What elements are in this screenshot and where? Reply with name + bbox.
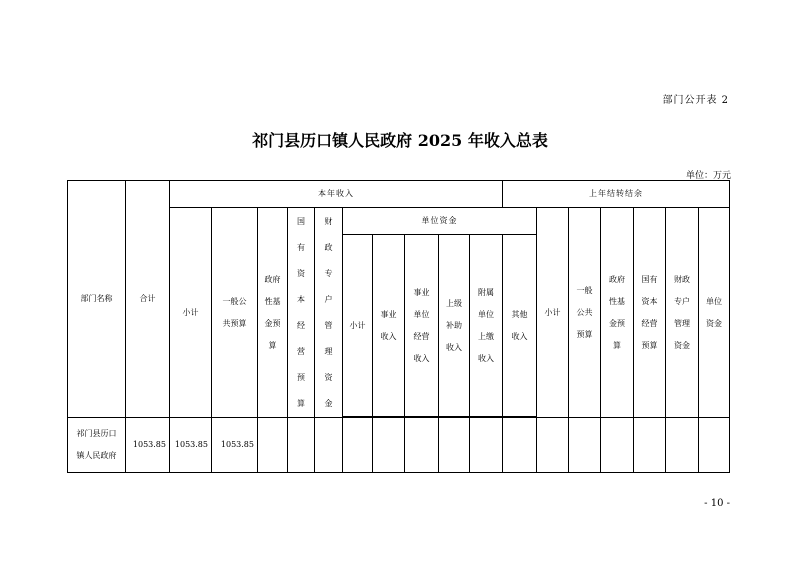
header-co-unit-funds: 单位 资金: [699, 208, 730, 418]
header-cy-state-capital: 国 有 资 本 经 营 预 算: [288, 208, 315, 418]
header-co-special-account: 财政 专户 管理 资金: [666, 208, 699, 418]
page-number: - 10 -: [704, 498, 730, 509]
cell-uf-operating: [405, 418, 439, 473]
cell-cy-special-account: [315, 418, 343, 473]
cell-co-state-capital: [634, 418, 666, 473]
table-row: [68, 418, 730, 473]
cell-co-unit-funds: [699, 418, 730, 473]
header-uf-operating: 事业 单位 经营 收入: [405, 235, 439, 417]
table-number-label: 部门公开表 2: [662, 95, 729, 106]
cell-total: 1053.85: [126, 418, 170, 473]
header-cy-gov-fund: 政府 性基 金预 算: [258, 208, 288, 418]
header-co-state-capital: 国有 资本 经营 预算: [634, 208, 666, 418]
cell-uf-affiliated: [470, 418, 503, 473]
cell-uf-business: [373, 418, 405, 473]
header-co-general-budget: 一般 公共 预算: [569, 208, 601, 418]
header-dept-name: 部门名称: [68, 181, 126, 418]
header-unit-funds: 单位资金: [343, 208, 537, 235]
cell-uf-subsidy: [439, 418, 470, 473]
header-uf-affiliated: 附属 单位 上缴 收入: [470, 235, 503, 417]
header-total: 合计: [126, 181, 170, 418]
header-cy-general-budget: 一般公 共预算: [212, 208, 258, 418]
cell-co-general-budget: [569, 418, 601, 473]
header-co-subtotal: 小计: [537, 208, 569, 418]
cell-uf-subtotal: [343, 418, 373, 473]
header-co-gov-fund: 政府 性基 金预 算: [601, 208, 634, 418]
cell-uf-other: [503, 418, 537, 473]
cell-cy-state-capital: [288, 418, 315, 473]
header-uf-subsidy: 上级 补助 收入: [439, 235, 470, 417]
header-carryover: 上年结转结余: [503, 181, 730, 208]
cell-cy-subtotal: 1053.85: [170, 418, 212, 473]
document-title: 祁门县历口镇人民政府 2025 年收入总表: [252, 131, 548, 150]
cell-cy-general-budget: 1053.85: [212, 418, 258, 473]
header-cy-special-account: 财 政 专 户 管 理 资 金: [315, 208, 343, 418]
cell-co-special-account: [666, 418, 699, 473]
header-current-year: 本年收入: [170, 181, 503, 208]
income-table-container: [67, 180, 730, 473]
header-uf-subtotal: 小计: [343, 235, 373, 417]
cell-co-subtotal: [537, 418, 569, 473]
header-uf-business: 事业 收入: [373, 235, 405, 417]
unit-label: 单位：万元: [685, 171, 731, 181]
header-cy-subtotal: 小计: [170, 208, 212, 418]
cell-co-gov-fund: [601, 418, 634, 473]
cell-dept-name: 祁门县历口 镇人民政府: [68, 418, 126, 473]
header-uf-other: 其他 收入: [503, 235, 537, 417]
cell-cy-gov-fund: [258, 418, 288, 473]
income-summary-table: [67, 180, 730, 473]
